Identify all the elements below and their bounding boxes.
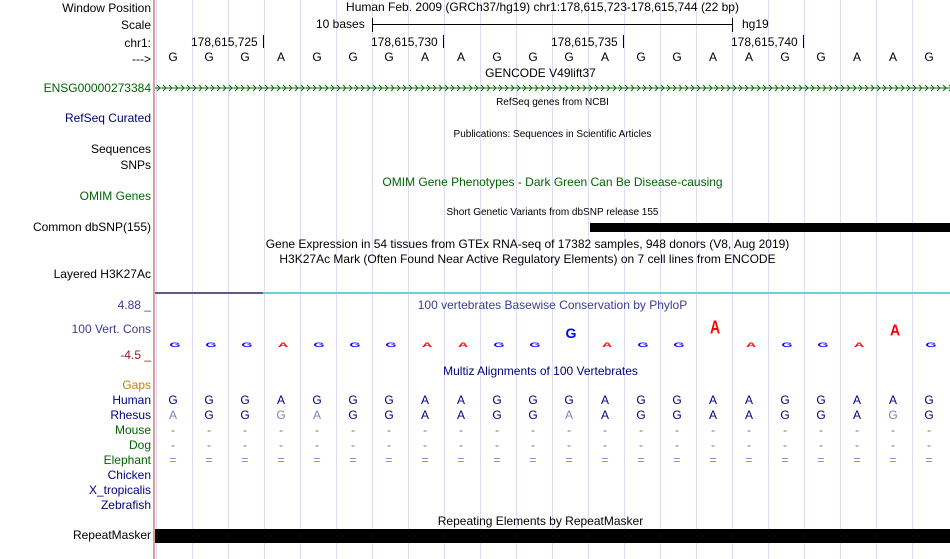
conservation-logo-letter: G bbox=[493, 341, 505, 349]
mouse-gap: - bbox=[423, 423, 427, 437]
dog-gap: - bbox=[747, 438, 751, 452]
rhesus-base: G bbox=[636, 408, 646, 422]
dog-gap: - bbox=[819, 438, 823, 452]
rhesus-base: G bbox=[240, 408, 250, 422]
elephant-gap: = bbox=[709, 453, 717, 467]
sequence-base: G bbox=[240, 50, 250, 64]
elephant-gap: = bbox=[637, 453, 645, 467]
elephant-gap: = bbox=[421, 453, 429, 467]
elephant-gap: = bbox=[169, 453, 177, 467]
dog-gap: - bbox=[351, 438, 355, 452]
elephant-gap: = bbox=[601, 453, 609, 467]
h3k27ac-signal-dark bbox=[155, 292, 263, 294]
repeatmasker-track-label[interactable]: RepeatMasker bbox=[72, 528, 151, 542]
window-position-label: Window Position bbox=[62, 1, 151, 15]
gtex-track-title: Gene Expression in 54 tissues from GTEx RNA-seq of 17382 samples, 948 donors (V8, Aug 2019) bbox=[265, 237, 790, 251]
scale-bar bbox=[372, 24, 732, 25]
rhesus-base: A bbox=[744, 408, 753, 422]
mouse-gap: - bbox=[567, 423, 571, 437]
dog-gap: - bbox=[639, 438, 643, 452]
conservation-logo-letter: G bbox=[673, 341, 685, 349]
mouse-gap: - bbox=[351, 423, 355, 437]
species-rhesus-label: Rhesus bbox=[110, 408, 151, 422]
elephant-gap: = bbox=[457, 453, 465, 467]
conservation-logo-letter: G bbox=[565, 325, 577, 341]
human-base: G bbox=[816, 393, 826, 407]
conservation-logo-letter: G bbox=[529, 341, 541, 349]
rhesus-base: A bbox=[600, 408, 609, 422]
rhesus-base: A bbox=[312, 408, 321, 422]
conservation-logo-letter: G bbox=[205, 341, 217, 349]
sequence-base: A bbox=[456, 50, 465, 64]
refseq-track-title: RefSeq genes from NCBI bbox=[496, 97, 609, 108]
dog-gap: - bbox=[603, 438, 607, 452]
dog-gap: - bbox=[279, 438, 283, 452]
omim-track-title: OMIM Gene Phenotypes - Dark Green Can Be Disease-causing bbox=[382, 175, 723, 189]
gencode-track-label[interactable]: ENSG00000273384 bbox=[43, 81, 151, 95]
dbsnp-variant-bar[interactable] bbox=[590, 223, 950, 232]
human-base: A bbox=[852, 393, 861, 407]
sequence-base: A bbox=[276, 50, 285, 64]
sequence-base: G bbox=[564, 50, 574, 64]
conservation-logo-letter: A bbox=[853, 341, 865, 349]
human-base: A bbox=[600, 393, 609, 407]
rhesus-base: A bbox=[564, 408, 573, 422]
h3k27ac-track-title: H3K27Ac Mark (Often Found Near Active Regulatory Elements) on 7 cell lines from ENCODE bbox=[279, 252, 776, 266]
rhesus-base: G bbox=[384, 408, 394, 422]
gencode-gene-feature[interactable] bbox=[155, 82, 950, 92]
mouse-gap: - bbox=[675, 423, 679, 437]
mouse-gap: - bbox=[711, 423, 715, 437]
dbsnp-track-label[interactable]: Common dbSNP(155) bbox=[32, 220, 151, 234]
mouse-gap: - bbox=[891, 423, 895, 437]
sequence-base: G bbox=[384, 50, 394, 64]
dog-gap: - bbox=[243, 438, 247, 452]
rhesus-base: G bbox=[276, 408, 286, 422]
mouse-gap: - bbox=[243, 423, 247, 437]
human-base: A bbox=[708, 393, 717, 407]
rhesus-base: G bbox=[492, 408, 502, 422]
species-dog-label: Dog bbox=[128, 438, 151, 452]
conservation-logo-letter: G bbox=[637, 341, 649, 349]
dog-gap: - bbox=[927, 438, 931, 452]
elephant-gap: = bbox=[925, 453, 933, 467]
elephant-gap: = bbox=[853, 453, 861, 467]
sequence-base: A bbox=[708, 50, 717, 64]
ruler-label-3: 178,615,735 bbox=[551, 35, 618, 49]
human-base: A bbox=[276, 393, 285, 407]
scale-bar-left-tick bbox=[372, 18, 373, 32]
conservation-logo-letter: A bbox=[277, 341, 289, 349]
sequence-base: A bbox=[420, 50, 429, 64]
human-base: G bbox=[240, 393, 250, 407]
scale-text: 10 bases bbox=[316, 17, 365, 31]
repeatmasker-track-title: Repeating Elements by RepeatMasker bbox=[437, 514, 644, 528]
ruler-label-2: 178,615,730 bbox=[371, 35, 438, 49]
sequence-base: G bbox=[528, 50, 538, 64]
mouse-gap: - bbox=[279, 423, 283, 437]
rhesus-base: G bbox=[348, 408, 358, 422]
sequence-base: G bbox=[924, 50, 934, 64]
conservation-logo-letter: G bbox=[781, 341, 793, 349]
scale-bar-right-tick bbox=[732, 18, 733, 32]
human-base: G bbox=[528, 393, 538, 407]
mouse-gap: - bbox=[603, 423, 607, 437]
human-base: A bbox=[744, 393, 753, 407]
sequence-base: G bbox=[636, 50, 646, 64]
human-base: G bbox=[492, 393, 502, 407]
mouse-gap: - bbox=[315, 423, 319, 437]
elephant-gap: = bbox=[313, 453, 321, 467]
mouse-gap: - bbox=[387, 423, 391, 437]
window-position-text: Human Feb. 2009 (GRCh37/hg19) chr1:178,615,723-178,615,744 (22 bp) bbox=[346, 0, 739, 14]
conservation-logo-letter: A bbox=[709, 316, 721, 338]
snps-track-label[interactable]: SNPs bbox=[120, 158, 151, 172]
sequence-base: G bbox=[816, 50, 826, 64]
dog-gap: - bbox=[387, 438, 391, 452]
mouse-gap: - bbox=[531, 423, 535, 437]
repeatmasker-element-bar[interactable] bbox=[155, 529, 950, 543]
conservation-logo-letter: A bbox=[745, 341, 757, 349]
gaps-label: Gaps bbox=[122, 378, 151, 392]
elephant-gap: = bbox=[889, 453, 897, 467]
elephant-gap: = bbox=[529, 453, 537, 467]
human-base: G bbox=[312, 393, 322, 407]
human-base: G bbox=[924, 393, 934, 407]
rhesus-base: G bbox=[924, 408, 934, 422]
browser-track-image[interactable] bbox=[155, 0, 950, 559]
dog-gap: - bbox=[783, 438, 787, 452]
dog-gap: - bbox=[495, 438, 499, 452]
gencode-track-title: GENCODE V49lift37 bbox=[485, 66, 596, 80]
conservation-logo-letter: A bbox=[421, 341, 433, 349]
ruler-tick-3 bbox=[623, 35, 624, 48]
human-base: A bbox=[456, 393, 465, 407]
dog-gap: - bbox=[531, 438, 535, 452]
ruler-tick-4 bbox=[803, 35, 804, 48]
rhesus-base: G bbox=[204, 408, 214, 422]
elephant-gap: = bbox=[241, 453, 249, 467]
species-chicken-label: Chicken bbox=[107, 468, 151, 482]
species-mouse-label: Mouse bbox=[114, 423, 151, 437]
dog-gap: - bbox=[207, 438, 211, 452]
dog-gap: - bbox=[891, 438, 895, 452]
assembly-text: hg19 bbox=[742, 17, 769, 31]
sequence-base: G bbox=[168, 50, 178, 64]
mouse-gap: - bbox=[855, 423, 859, 437]
elephant-gap: = bbox=[817, 453, 825, 467]
mouse-gap: - bbox=[459, 423, 463, 437]
sequence-base: G bbox=[672, 50, 682, 64]
elephant-gap: = bbox=[277, 453, 285, 467]
conservation-logo-letter: A bbox=[889, 320, 901, 340]
human-base: G bbox=[204, 393, 214, 407]
h3k27ac-signal-line bbox=[155, 292, 950, 294]
rhesus-base: A bbox=[456, 408, 465, 422]
mouse-gap: - bbox=[819, 423, 823, 437]
sequence-base: A bbox=[600, 50, 609, 64]
elephant-gap: = bbox=[385, 453, 393, 467]
conservation-logo-letter: A bbox=[457, 341, 469, 349]
human-base: G bbox=[564, 393, 574, 407]
dbsnp-track-title: Short Genetic Variants from dbSNP release 155 bbox=[446, 207, 659, 218]
dog-gap: - bbox=[171, 438, 175, 452]
conservation-logo-letter: G bbox=[241, 341, 253, 349]
conservation-track-label[interactable]: 100 Vert. Cons bbox=[71, 322, 151, 336]
conservation-logo-letter: G bbox=[817, 341, 829, 349]
sequence-base: G bbox=[312, 50, 322, 64]
human-base: G bbox=[348, 393, 358, 407]
human-base: A bbox=[420, 393, 429, 407]
mouse-gap: - bbox=[747, 423, 751, 437]
species-human-label: Human bbox=[112, 393, 151, 407]
rhesus-base: A bbox=[852, 408, 861, 422]
ruler-label-4: 178,615,740 bbox=[731, 35, 798, 49]
rhesus-base: G bbox=[888, 408, 898, 422]
ruler-label-1: 178,615,725 bbox=[191, 35, 258, 49]
ruler-tick-1 bbox=[263, 35, 264, 48]
elephant-gap: = bbox=[349, 453, 357, 467]
multiz-track-title: Multiz Alignments of 100 Vertebrates bbox=[443, 364, 638, 378]
elephant-gap: = bbox=[493, 453, 501, 467]
phylop-min-label: -4.5 _ bbox=[120, 348, 151, 362]
dog-gap: - bbox=[567, 438, 571, 452]
sequence-base: G bbox=[780, 50, 790, 64]
sequence-base: A bbox=[852, 50, 861, 64]
mouse-gap: - bbox=[783, 423, 787, 437]
gene-strand-arrows bbox=[155, 83, 950, 92]
rhesus-base: G bbox=[528, 408, 538, 422]
conservation-logo-letter: A bbox=[601, 341, 613, 349]
conservation-logo-letter: G bbox=[169, 341, 181, 349]
dog-gap: - bbox=[315, 438, 319, 452]
mouse-gap: - bbox=[927, 423, 931, 437]
rhesus-base: G bbox=[816, 408, 826, 422]
phylop-max-label: 4.88 _ bbox=[117, 298, 151, 312]
species-x-tropicalis-label: X_tropicalis bbox=[88, 483, 151, 497]
mouse-gap: - bbox=[171, 423, 175, 437]
scale-label: Scale bbox=[120, 18, 151, 32]
mouse-gap: - bbox=[639, 423, 643, 437]
h3k27ac-track-label[interactable]: Layered H3K27Ac bbox=[53, 267, 151, 281]
mouse-gap: - bbox=[495, 423, 499, 437]
elephant-gap: = bbox=[745, 453, 753, 467]
elephant-gap: = bbox=[781, 453, 789, 467]
sequence-base: A bbox=[744, 50, 753, 64]
conservation-logo-letter: G bbox=[313, 341, 325, 349]
human-base: G bbox=[780, 393, 790, 407]
rhesus-base: A bbox=[168, 408, 177, 422]
omim-track-label[interactable]: OMIM Genes bbox=[79, 189, 151, 203]
elephant-gap: = bbox=[565, 453, 573, 467]
dog-gap: - bbox=[675, 438, 679, 452]
publications-track-title: Publications: Sequences in Scientific Articles bbox=[453, 129, 652, 140]
sequence-base: G bbox=[348, 50, 358, 64]
mouse-gap: - bbox=[207, 423, 211, 437]
sequence-base: G bbox=[204, 50, 214, 64]
species-zebrafish-label: Zebrafish bbox=[100, 498, 151, 512]
conservation-logo-letter: G bbox=[925, 341, 937, 349]
ruler-tick-2 bbox=[443, 35, 444, 48]
sequences-track-label[interactable]: Sequences bbox=[90, 142, 151, 156]
phylop-track-title: 100 vertebrates Basewise Conservation by PhyloP bbox=[417, 298, 688, 312]
human-base: G bbox=[672, 393, 682, 407]
sequence-base: G bbox=[492, 50, 502, 64]
rhesus-base: G bbox=[780, 408, 790, 422]
conservation-logo-letter: G bbox=[385, 341, 397, 349]
sequence-base: A bbox=[888, 50, 897, 64]
refseq-track-label[interactable]: RefSeq Curated bbox=[64, 111, 151, 125]
rhesus-base: A bbox=[420, 408, 429, 422]
rhesus-base: A bbox=[708, 408, 717, 422]
elephant-gap: = bbox=[205, 453, 213, 467]
dog-gap: - bbox=[855, 438, 859, 452]
human-base: A bbox=[888, 393, 897, 407]
species-elephant-label: Elephant bbox=[103, 453, 151, 467]
dog-gap: - bbox=[711, 438, 715, 452]
dog-gap: - bbox=[459, 438, 463, 452]
rhesus-base: G bbox=[672, 408, 682, 422]
human-base: G bbox=[636, 393, 646, 407]
track-labels-panel bbox=[0, 0, 153, 559]
dog-gap: - bbox=[423, 438, 427, 452]
strand-arrow-label: ---> bbox=[132, 52, 151, 66]
human-base: G bbox=[168, 393, 178, 407]
human-base: G bbox=[384, 393, 394, 407]
conservation-logo-letter: G bbox=[349, 341, 361, 349]
elephant-gap: = bbox=[673, 453, 681, 467]
chromosome-label: chr1: bbox=[124, 36, 151, 50]
